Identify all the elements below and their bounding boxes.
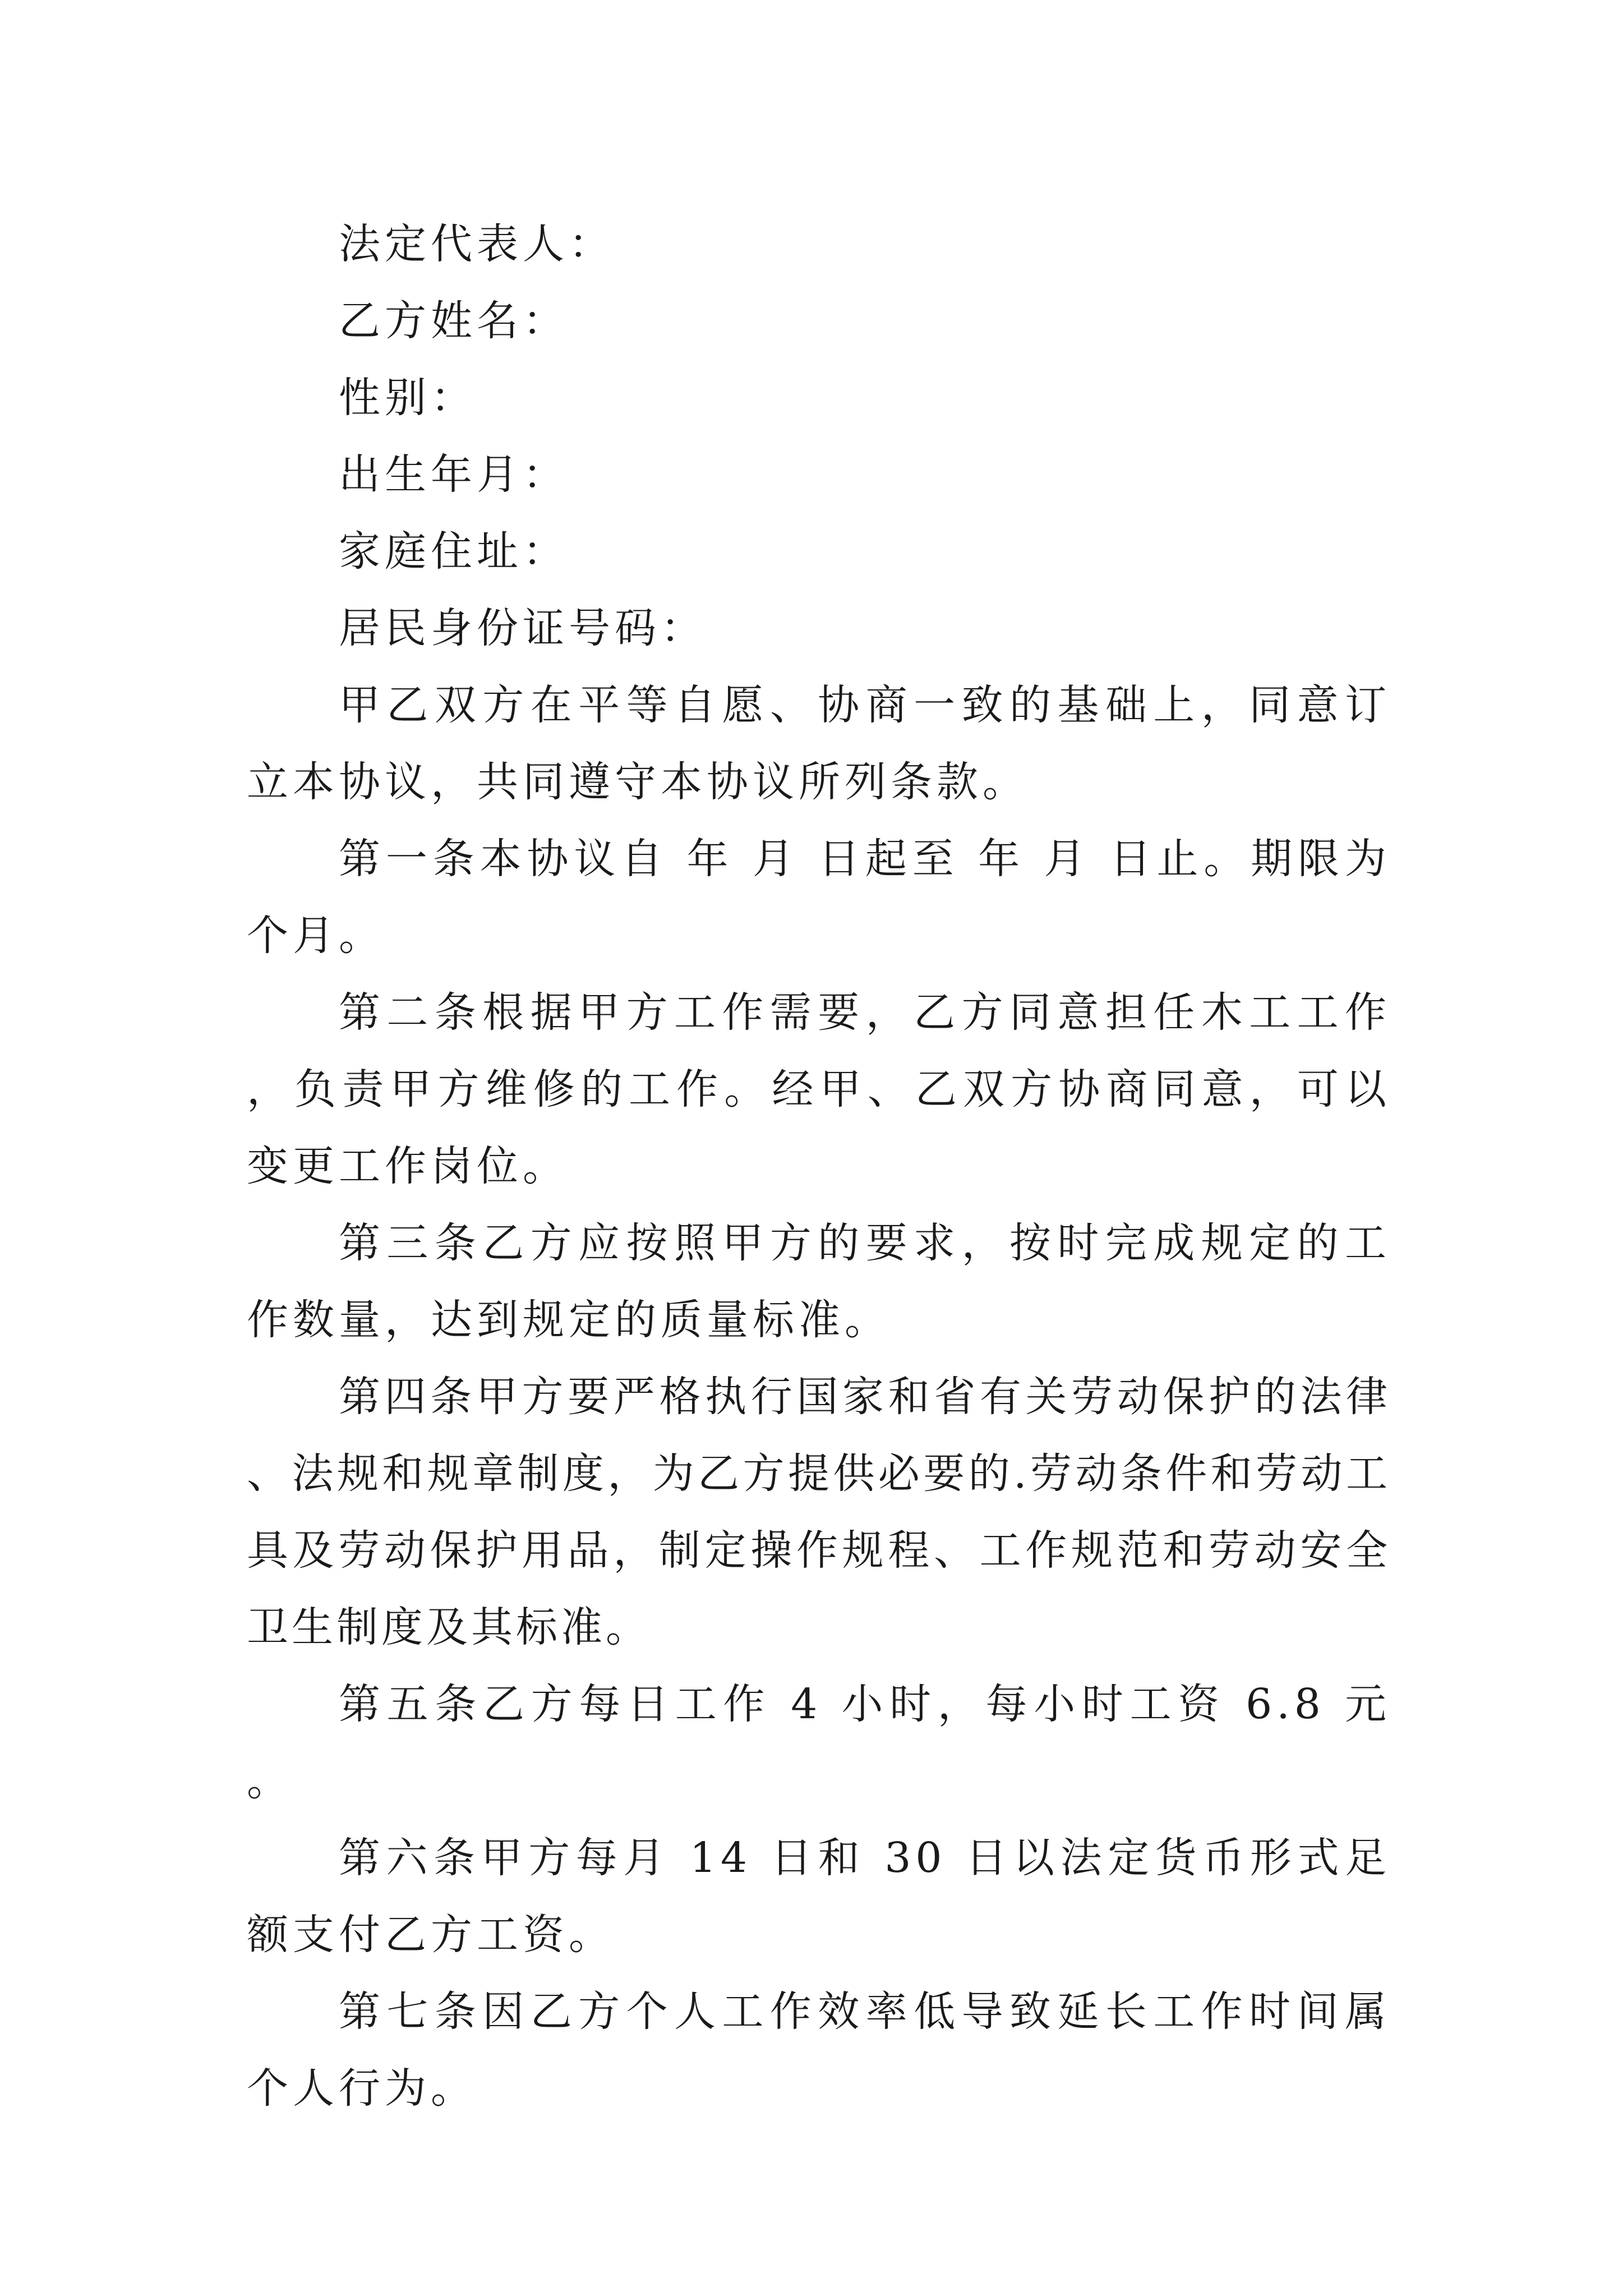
field-home-address: 家庭住址：: [339, 527, 569, 576]
document-body: [247, 206, 1391, 2127]
paragraph-article-1: 第一条本协议自 年 月 日起至 年 月 日止。期限为个月。: [247, 835, 1391, 960]
field-birth-date: 出生年月：: [339, 450, 569, 499]
paragraph-article-5: 第五条乙方每日工作 4 小时，每小时工资 6.8 元。: [247, 1680, 1391, 1805]
paragraph-article-4: 第四条甲方要严格执行国家和省有关劳动保护的法律、法规和规章制度，为乙方提供必要的.劳动条件和劳动工具及劳动保护用品，制定操作规程、工作规范和劳动安全卫生制度及其标准。: [247, 1373, 1391, 1651]
field-id-number: 居民身份证号码：: [339, 604, 707, 652]
paragraph-article-7: 第七条因乙方个人工作效率低导致延长工作时间属个人行为。: [247, 1987, 1391, 2113]
field-gender: 性别：: [339, 374, 477, 422]
paragraph-article-2: 第二条根据甲方工作需要，乙方同意担任木工工作，负责甲方维修的工作。经甲、乙双方协商同意，可以变更工作岗位。: [247, 988, 1391, 1190]
paragraph-article-6: 第六条甲方每月 14 日和 30 日以法定货币形式足额支付乙方工资。: [247, 1834, 1391, 1959]
paragraph-preamble: 甲乙双方在平等自愿、协商一致的基础上，同意订立本协议，共同遵守本协议所列条款。: [247, 681, 1391, 806]
field-legal-representative: 法定代表人：: [339, 220, 615, 268]
paragraph-article-3: 第三条乙方应按照甲方的要求，按时完成规定的工作数量，达到规定的质量标准。: [247, 1219, 1391, 1344]
field-party-b-name: 乙方姓名：: [339, 297, 569, 345]
